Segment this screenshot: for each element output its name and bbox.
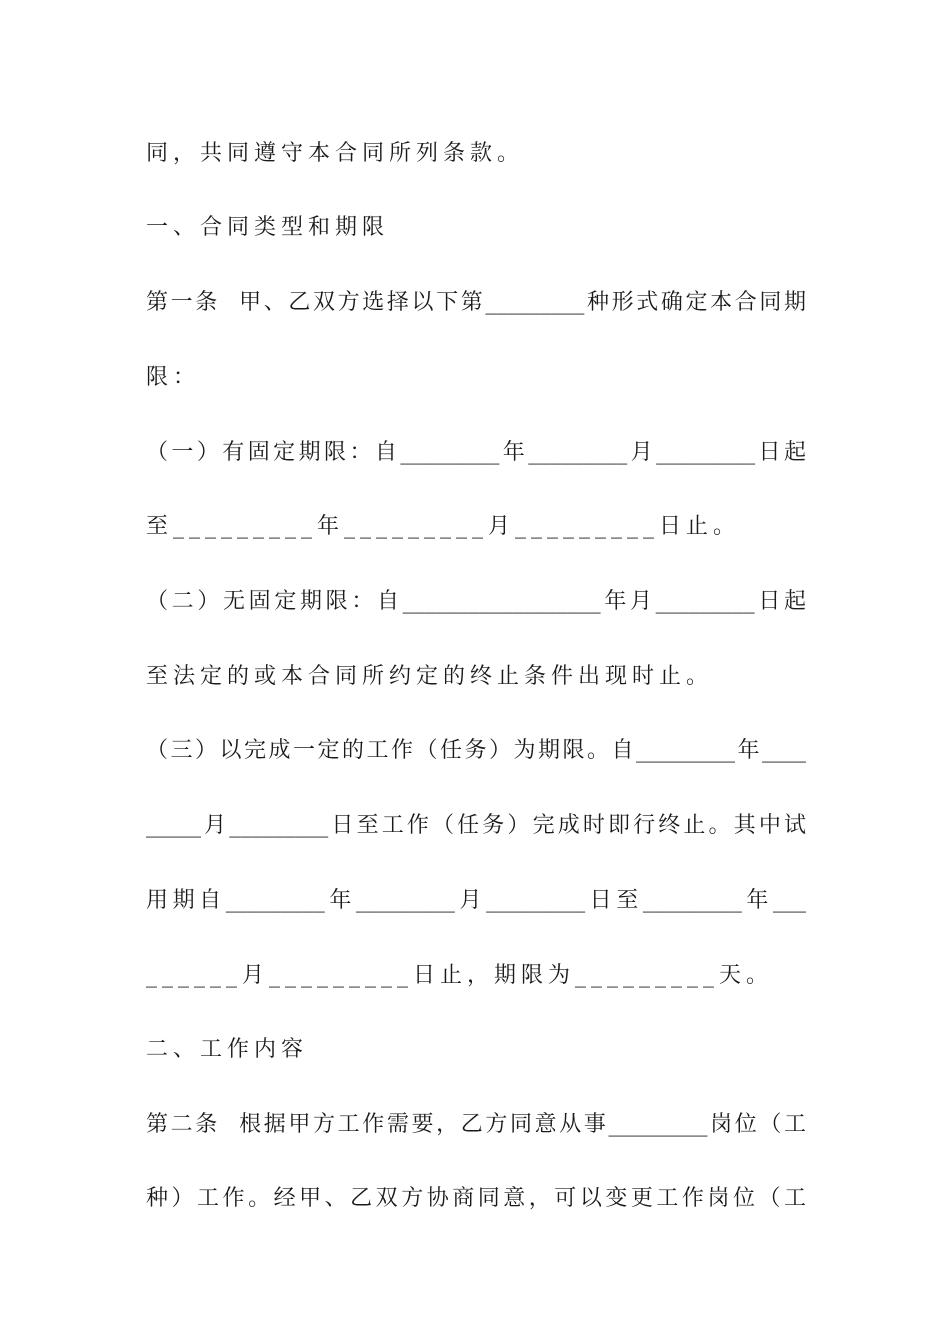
- clause-fixed-term-line-2: 至_________年_________月_________日止。: [146, 514, 741, 539]
- section-heading-work-content: 二、工作内容: [146, 1037, 309, 1062]
- article-2-line-2: 种）工作。经甲、乙双方协商同意，可以变更工作岗位（工: [146, 1186, 806, 1211]
- clause-open-term-line-1: （二）无固定期限：自__________________年月_________日起: [146, 589, 806, 614]
- article-1-line-2: 限：: [146, 365, 201, 390]
- clause-task-term-line-1: （三）以完成一定的工作（任务）为期限。自_________年____: [146, 738, 806, 763]
- article-2-line-1: 第二条 根据甲方工作需要，乙方同意从事_________岗位（工: [146, 1112, 806, 1137]
- article-1-line-1: 第一条 甲、乙双方选择以下第_________种形式确定本合同期: [146, 290, 806, 315]
- probation-line-2: ______月_________日止，期限为_________天。: [146, 963, 774, 988]
- text-line-1: 同，共同遵守本合同所列条款。: [146, 141, 525, 166]
- clause-fixed-term-line-1: （一）有固定期限：自_________年_________月_________日起: [146, 440, 806, 465]
- section-heading-contract-type: 一、合同类型和期限: [146, 215, 390, 240]
- clause-task-term-line-2: _____月_________日至工作（任务）完成时即行终止。其中试: [146, 813, 806, 838]
- probation-line-1: 用期自_________年_________月_________日至_________年___: [146, 888, 806, 913]
- clause-open-term-line-2: 至法定的或本合同所约定的终止条件出现时止。: [146, 664, 714, 689]
